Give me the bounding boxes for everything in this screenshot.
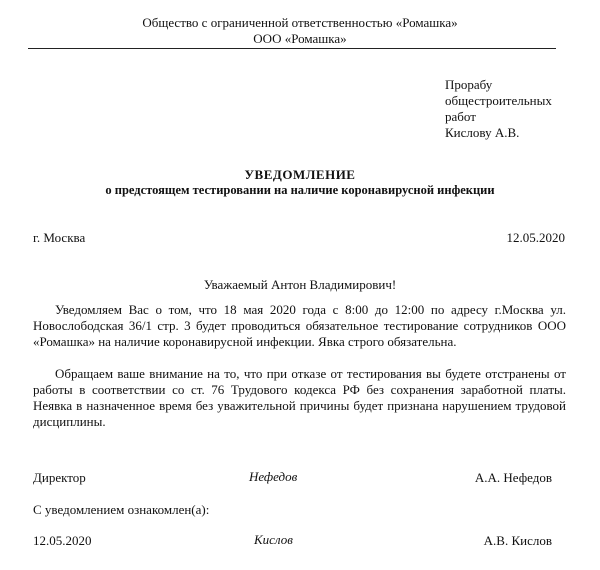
org-short-name: ООО «Ромашка» <box>253 31 347 46</box>
document-date: 12.05.2020 <box>506 230 565 245</box>
salutation: Уважаемый Антон Владимирович! <box>203 277 397 292</box>
employee-signature: Кислов <box>254 532 293 547</box>
addressee-line: общестроительных <box>445 93 552 108</box>
addressee-line: работ <box>445 109 476 124</box>
acknowledgement-date: 12.05.2020 <box>33 533 92 548</box>
signatory-role: Директор <box>33 470 86 485</box>
document-title: УВЕДОМЛЕНИЕ <box>244 167 356 182</box>
body-paragraph-2: Обращаем ваше внимание на то, что при отказе от тестирования вы будете отстранены от работы в соответствии со ст. 76 Трудового кодекса РФ без сохранения заработной платы. Неявка в назначенное время без уважительной причины будет признана нарушением трудовой дисциплины. <box>33 366 566 429</box>
addressee-line: Кислову А.В. <box>445 125 520 140</box>
director-signature: Нефедов <box>249 469 298 484</box>
org-full-name: Общество с ограниченной ответственностью «Ромашка» <box>142 15 458 30</box>
document-subtitle: о предстоящем тестировании на наличие коронавирусной инфекции <box>105 183 495 197</box>
addressee-block <box>445 77 552 141</box>
employee-name: А.В. Кислов <box>483 533 552 548</box>
body-paragraph-1: Уведомляем Вас о том, что 18 мая 2020 года с 8:00 до 12:00 по адресу г.Москва ул. Новослободская 36/1 стр. 3 будет проводиться обязательное тестирование сотрудников ООО «Ромашка» на наличие коронавирусной инфекции. Явка строго обязательна. <box>33 302 566 349</box>
city: г. Москва <box>33 230 86 245</box>
acknowledgement-label: С уведомлением ознакомлен(а): <box>33 502 210 517</box>
signatory-name: А.А. Нефедов <box>474 470 552 485</box>
header-divider <box>28 48 556 49</box>
addressee-line: Прорабу <box>445 77 493 92</box>
